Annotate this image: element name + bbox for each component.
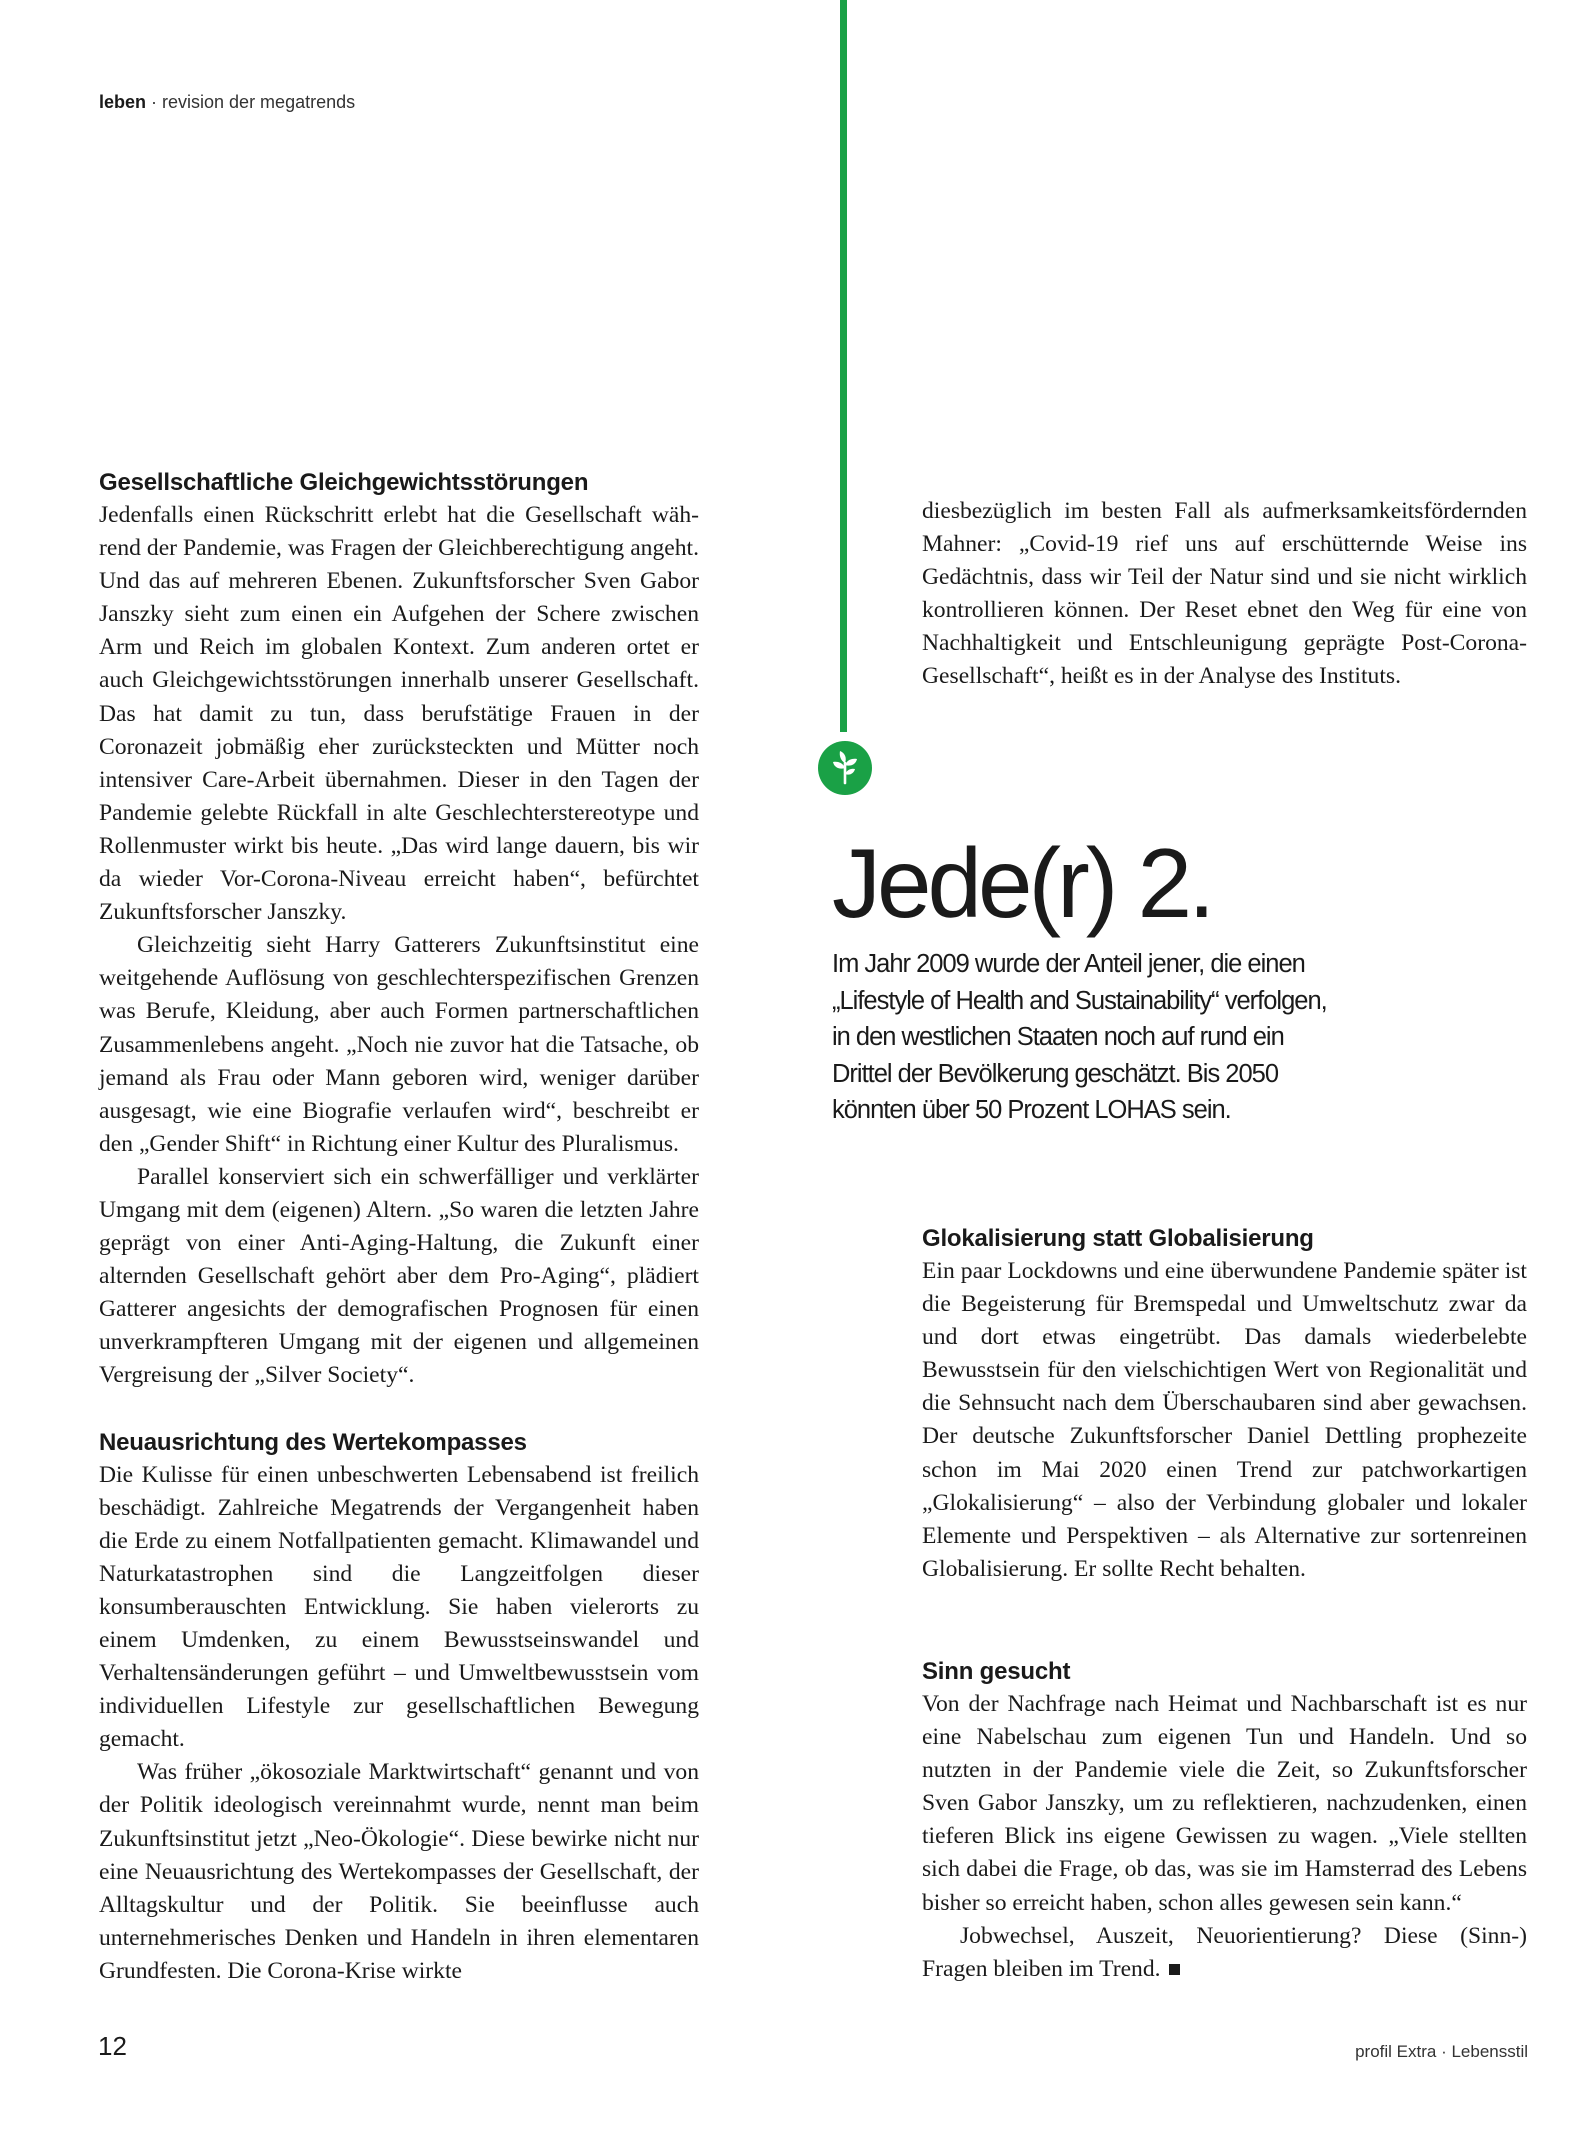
- section-heading-gleichgewicht: Gesellschaftliche Gleichgewichtsstörungen: [99, 469, 589, 496]
- paragraph: Was früher „ökosoziale Marktwirtschaft“ genannt und von der Politik ideologisch vereinnahmt wurde, nennt man beim Zukunftsinstitut jetzt „Neo-Ökologie“. Diese bewirke nicht nur eine Neuausrichtung des Wertekompasses der Gesellschaft, der Alltagskultur und der Politik. Sie beeinflusse auch unternehmerisches Denken und Handeln in ihren elementaren Grundfesten. Die Corona-Krise wirkte: [99, 1759, 699, 1984]
- stat-line: könnten über 50 Prozent LOHAS sein.: [832, 1096, 1231, 1124]
- page-number: 12: [98, 2031, 127, 2061]
- publication-footer: profil Extra · Lebensstil: [1355, 2042, 1528, 2061]
- paragraph-final: [922, 1920, 1527, 1986]
- leaf-sprout-icon: [818, 741, 872, 795]
- stat-line: Im Jahr 2009 wurde der Anteil jener, die einen: [832, 950, 1305, 978]
- paragraph: Gleichzeitig sieht Harry Gatterers Zukunftsinstitut eine weitgehende Auflösung von geschlechterspezifischen Grenzen was Berufe, Kleidung, aber auch Formen partnerschaftlichen Zusammenlebens angeht. „Noch nie zuvor hat die Tatsache, ob jemand als Frau oder Mann geboren wird, weniger darüber ausgesagt, wie eine Biografie verlaufen wird“, beschreibt er den „Gender Shift“ in Richtung einer Kultur des Pluralismus.: [99, 932, 699, 1157]
- paragraph: Parallel konserviert sich ein schwerfälliger und verklärter Umgang mit dem (eigenen) Altern. „So waren die letzten Jahre geprägt von einer Anti-Aging-Haltung, die Zukunft einer alternden Gesellschaft gehört aber dem Pro-Aging“, plädiert Gatterer angesichts der demografischen Prognosen für einen unverkrampfteren Umgang mit der eigenen und allgemeinen Vergreisung der „Silver Society“.: [99, 1163, 699, 1389]
- header-section: leben: [99, 92, 147, 112]
- stat-line: Drittel der Bevölkerung geschätzt. Bis 2050: [832, 1059, 1279, 1088]
- green-divider-line: [840, 0, 847, 732]
- right-column-continuation: [922, 495, 1527, 694]
- stat-description: [832, 946, 1392, 1129]
- header-title: revision der megatrends: [162, 92, 356, 112]
- right-column-sinn: [922, 1655, 1527, 1986]
- running-header: [99, 92, 355, 113]
- right-column-glokalisierung: [922, 1222, 1527, 1586]
- section-heading-wertekompass: Neuausrichtung des Wertekompasses: [99, 1428, 527, 1456]
- final-text: Jobwechsel, Auszeit, Neuorientierung? Diese (Sinn-) Fragen bleiben im Trend.: [922, 1922, 1527, 1982]
- stat-line: in den westlichen Staaten noch auf rund ein: [832, 1023, 1284, 1051]
- left-column: [99, 466, 699, 1988]
- section-heading-sinn: Sinn gesucht: [922, 1658, 1071, 1685]
- stat-line: „Lifestyle of Health and Sustainability“ verfolgen,: [832, 986, 1327, 1015]
- end-mark-icon: [1169, 1964, 1180, 1975]
- paragraph: Ein paar Lockdowns und eine überwundene Pandemie später ist die Begeisterung für Bremspedal und Umweltschutz zwar da und dort etwas eingetrübt. Das damals wiederbelebte Bewusstsein für den vielschichtigen Wert von Regionalität und die Sehnsucht nach dem Überschaubaren sind aber gewachsen. Der deutsche Zukunftsforscher Daniel Dettling prophezeite schon im Mai 2020 einen Trend zur patchworkartigen „Glokalisierung“ – also der Verbindung globaler und lokaler Elemente und Perspektiven – als Alternative zur sortenreinen Globalisierung. Er sollte Recht behalten.: [922, 1258, 1527, 1582]
- paragraph: diesbezüglich im besten Fall als aufmerksamkeitsfördernden Mahner: „Covid-19 rief uns auf erschütternde Weise ins Gedächtnis, dass wir Teil der Natur sind und sie nicht wirklich kontrollieren können. Der Reset ebnet den Weg für eine von Nachhaltigkeit und Entschleunigung geprägte Post-Corona-Gesellschaft“, heißt es in der Analyse des Instituts.: [922, 498, 1527, 690]
- paragraph: Von der Nachfrage nach Heimat und Nachbarschaft ist es nur eine Nabelschau zum eigenen Tun und Handeln. Und so nutzten in der Pandemie viele die Zeit, so Zukunftsforscher Sven Gabor Janszky, um zu reflektieren, nachzudenken, einen tieferen Blick ins eigene Gewissen zu wagen. „Viele stellten sich dabei die Frage, ob das, was sie im Hamsterrad des Lebens bisher so erreicht haben, schon alles gewesen sein kann.“: [922, 1691, 1527, 1916]
- header-separator: ·: [146, 92, 163, 112]
- stat-headline: Jede(r) 2.: [832, 828, 1212, 938]
- paragraph: Jedenfalls einen Rückschritt erlebt hat die Gesellschaft während der Pandemie, was Fragen der Gleichberechtigung angeht. Und das auf mehreren Ebenen. Zukunftsforscher Sven Gabor Janszky sieht zum einen ein Aufgehen der Schere zwischen Arm und Reich im globalen Kontext. Zum anderen ortet er auch Gleichgewichtsstörungen innerhalb unserer Gesellschaft. Das hat damit zu tun, dass berufstätige Frauen in der Coronazeit jobmäßig eher zurücksteckten und Mütter noch intensiver Care-Arbeit übernahmen. Dieser in den Tagen der Pandemie gelebte Rückfall in alte Geschlechterstereotype und Rollenmuster wirkt bis heute. „Das wird lange dauern, bis wir da wieder Vor-Corona-Niveau erreicht haben“, befürchtet Zukunftsforscher Janszky.: [99, 502, 699, 926]
- paragraph: Die Kulisse für einen unbeschwerten Lebensabend ist freilich beschädigt. Zahlreiche Megatrends der Vergangenheit haben die Erde zu einem Notfallpatienten gemacht. Klimawandel und Naturkatastrophen sind die Langzeitfolgen dieser konsumberauschten Entwicklung. Sie haben vielerorts zu einem Umdenken, zu einem Bewusstseinswandel und Verhaltensänderungen geführt – und Umweltbewusstsein vom individuellen Lifestyle zur gesellschaftlichen Bewegung gemacht.: [99, 1461, 699, 1753]
- section-heading-glokalisierung: Glokalisierung statt Globalisierung: [922, 1225, 1314, 1252]
